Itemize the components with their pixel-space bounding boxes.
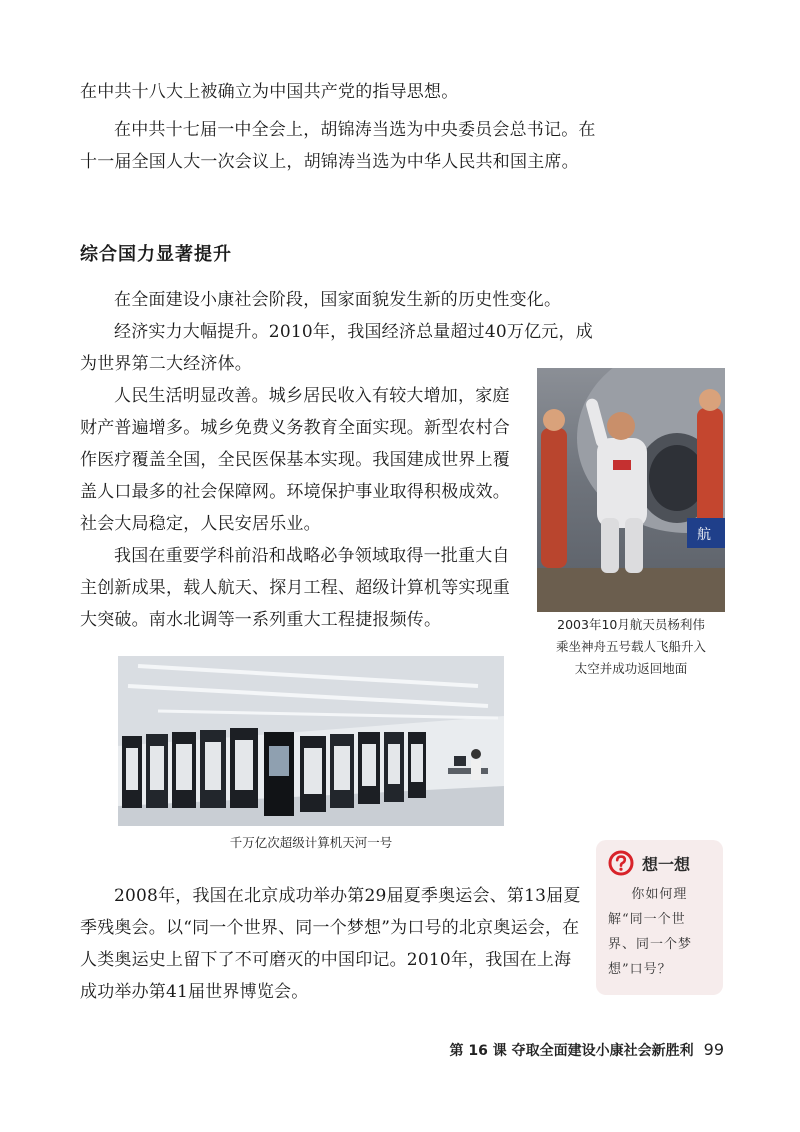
page-number: 99: [703, 1040, 724, 1059]
crew-head-left: [543, 409, 565, 431]
astronaut-caption-line-3: 太空并成功返回地面: [574, 661, 688, 676]
astronaut-head: [607, 412, 635, 440]
operator-head: [471, 749, 481, 759]
cabinet-panel: [411, 744, 423, 782]
paragraph-intro-continuation: 在中共十八大上被确立为中国共产党的指导思想。: [80, 82, 459, 102]
paragraph-olympics-expo: 2008年，我国在北京成功举办第29届夏季奥运会、第13届夏季残奥会。以“同一个世界、同一个梦想”为口号的北京奥运会，在人类奥运史上留下了不可磨灭的中国印记。2010年，我国在上海成功举办第41届世界博览会。: [80, 886, 581, 1002]
paragraph-economy: 经济实力大幅提升。2010年，我国经济总量超过40万亿元，成为世界第二大经济体。: [80, 322, 593, 374]
cabinet-panel: [362, 744, 376, 786]
footer-lesson-title: 第 16 课 夺取全面建设小康社会新胜利: [449, 1043, 694, 1059]
question-mark-icon: [608, 850, 634, 876]
think-box-title: 想一想: [642, 854, 691, 874]
capsule-hatch-inner: [649, 445, 705, 511]
cabinet-screen: [269, 746, 289, 776]
think-box-question: 你如何理解“同一个世界、同一个梦想”口号？: [608, 887, 693, 977]
supercomputer-caption: 千万亿次超级计算机天河一号: [229, 835, 393, 850]
crew-head-right: [699, 389, 721, 411]
supercomputer-photo: [118, 656, 504, 826]
ground: [537, 568, 725, 612]
cabinet-panel: [235, 740, 253, 790]
operator-body: [471, 760, 481, 780]
cabinet-panel: [205, 742, 221, 790]
supercomputer-illustration: [118, 656, 504, 826]
cabinet-panel: [126, 748, 138, 790]
astronaut-flag-patch: [613, 460, 631, 470]
page-footer: [450, 1040, 724, 1060]
workstation-monitor: [454, 756, 466, 766]
astronaut-photo: [537, 368, 725, 612]
paragraph-hu-jintao: 在中共十七届一中全会上，胡锦涛当选为中央委员会总书记。在十一届全国人大一次会议上，胡锦涛当选为中华人民共和国主席。: [80, 120, 596, 172]
cabinet-panel: [388, 744, 400, 784]
blue-sign-text: 航: [697, 527, 711, 543]
paragraph-innovation: 我国在重要学科前沿和战略必争领域取得一批重大自主创新成果，载人航天、探月工程、超级计算机等实现重大突破。南水北调等一系列重大工程捷报频传。: [80, 546, 510, 630]
astronaut-caption-line-2: 乘坐神舟五号载人飞船升入: [555, 639, 706, 654]
think-box: [596, 840, 723, 995]
cabinet-panel: [304, 748, 322, 794]
astronaut-leg-left: [601, 518, 619, 573]
crew-member-left: [541, 428, 567, 568]
astronaut-suit: [597, 438, 647, 528]
think-box-header: [608, 850, 713, 876]
astronaut-leg-right: [625, 518, 643, 573]
section-heading: 综合国力显著提升: [80, 244, 232, 265]
paragraph-overview: 在全面建设小康社会阶段，国家面貌发生新的历史性变化。: [114, 290, 562, 310]
astronaut-caption: [537, 614, 725, 680]
paragraph-living-standards: 人民生活明显改善。城乡居民收入有较大增加，家庭财产普遍增多。城乡免费义务教育全面实现。新型农村合作医疗覆盖全国，全民医保基本实现。我国建成世界上覆盖人口最多的社会保障网。环境保护事业取得积极成效。社会大局稳定，人民安居乐业。: [80, 386, 510, 534]
cabinet-panel: [150, 746, 164, 790]
astronaut-illustration: [537, 368, 725, 612]
astronaut-caption-line-1: 2003年10月航天员杨利伟: [557, 617, 705, 632]
cabinet-panel: [176, 744, 192, 790]
cabinet-panel: [334, 746, 350, 790]
workstation-desk: [448, 768, 488, 774]
